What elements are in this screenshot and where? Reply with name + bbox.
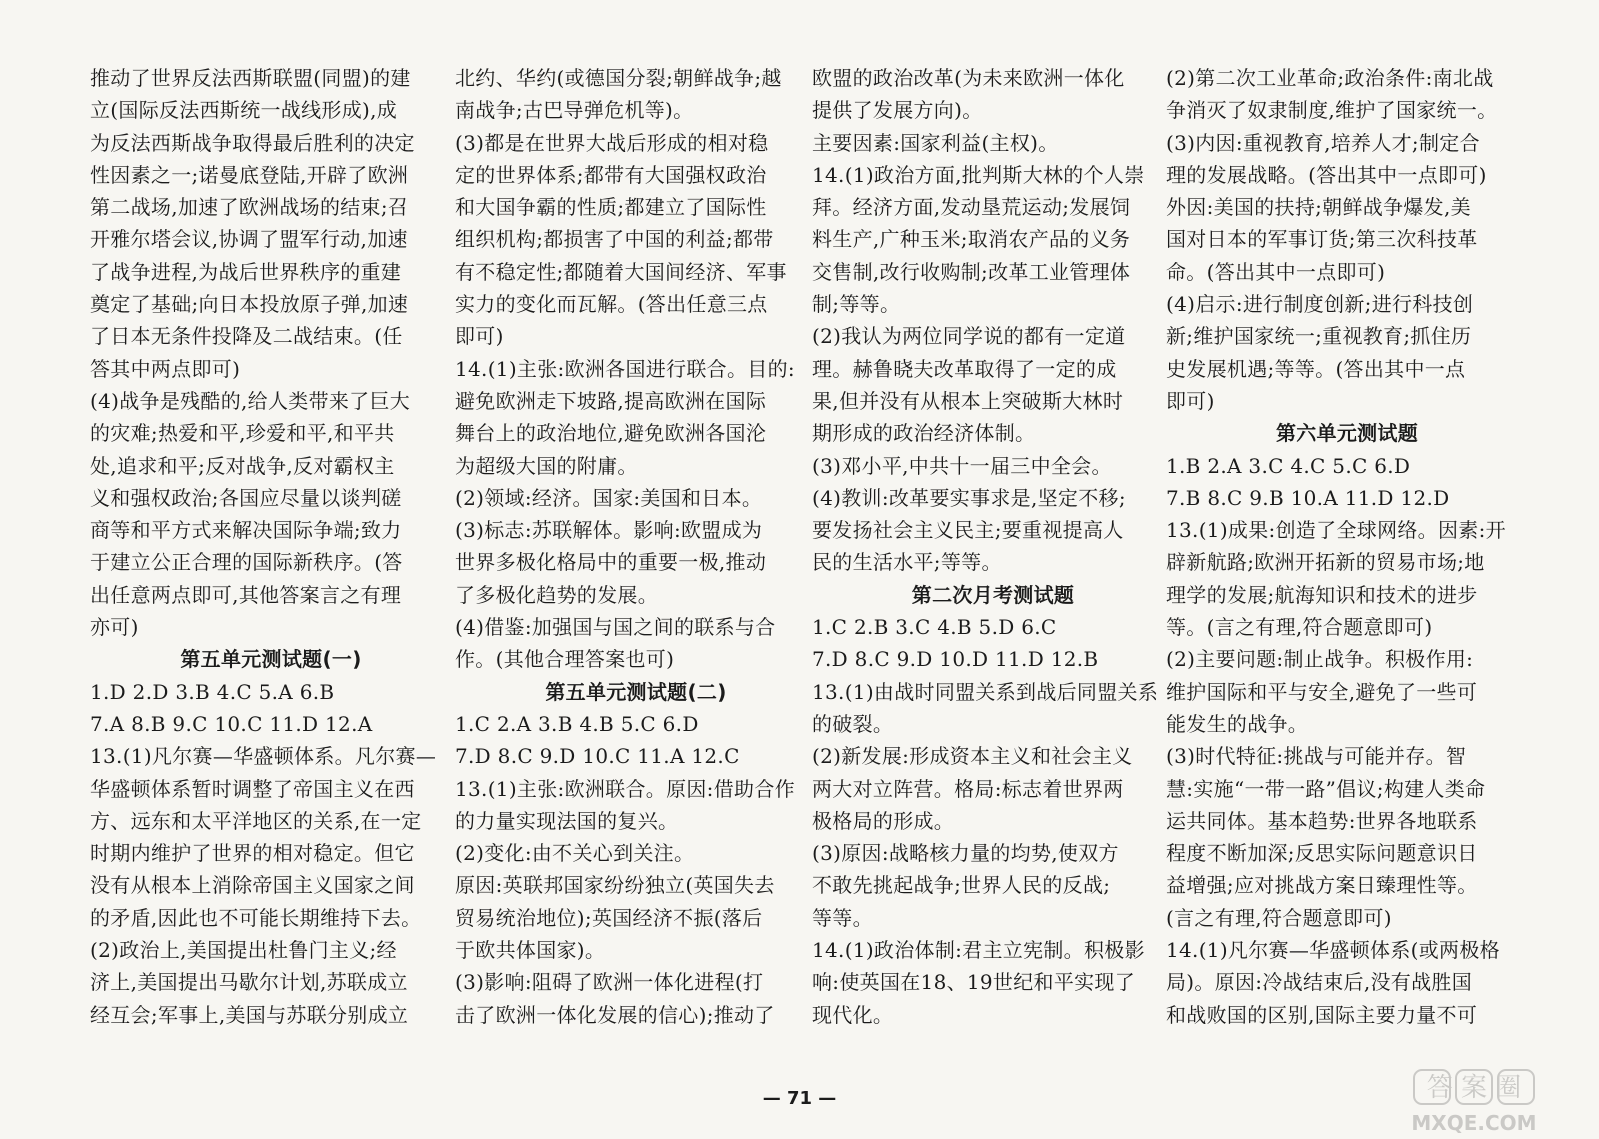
text-line: 有不稳定性;都随着大国间经济、军事: [455, 259, 787, 284]
text-line: 7.A 8.B 9.C 10.C 11.D 12.A: [90, 711, 373, 736]
text-line: 14.(1)凡尔赛—华盛顿体系(或两极格: [1166, 938, 1500, 963]
text-line: 于欧共体国家)。: [455, 938, 606, 963]
text-line: 方、远东和太平洋地区的关系,在一定: [90, 808, 422, 833]
text-line: 避免欧洲走下坡路,提高欧洲在国际: [455, 388, 767, 413]
text-line: 史发展机遇;等等。(答出其中一点: [1166, 356, 1466, 381]
text-line: (2)变化:由不关心到关注。: [455, 841, 695, 866]
text-line: 华盛顿体系暂时调整了帝国主义在西: [90, 776, 415, 801]
text-line: (言之有理,符合题意即可): [1166, 905, 1392, 930]
text-line: 不敢先挑起战争;世界人民的反战;: [812, 873, 1111, 898]
text-line: 14.(1)主张:欧洲各国进行联合。目的:: [455, 356, 795, 381]
page-number: — 71 —: [762, 1088, 837, 1109]
text-line: 国对日本的军事订货;第三次科技革: [1166, 227, 1478, 252]
section-heading: 第五单元测试题(一): [180, 647, 362, 672]
text-line: 期形成的政治经济体制。: [812, 421, 1036, 446]
text-line: 理的发展战略。(答出其中一点即可): [1166, 162, 1487, 187]
text-line: 制;等等。: [812, 292, 901, 317]
text-line: 实力的变化而瓦解。(答出任意三点: [455, 292, 768, 317]
text-line: 世界多极化格局中的重要一极,推动: [455, 550, 767, 575]
text-line: 了多极化趋势的发展。: [455, 582, 658, 607]
section-heading: 第五单元测试题(二): [545, 679, 727, 704]
text-line: 亦可): [90, 615, 139, 640]
text-line: 局)。原因:冷战结束后,没有战胜国: [1166, 970, 1472, 995]
text-line: 为反法西斯战争取得最后胜利的决定: [90, 130, 415, 155]
text-line: (4)教训:改革要实事求是,坚定不移;: [812, 485, 1126, 510]
watermark-logo: [1410, 1064, 1585, 1136]
text-line: 推动了世界反法西斯联盟(同盟)的建: [90, 66, 411, 90]
text-line: 原因:英联邦国家纷纷独立(英国失去: [455, 873, 775, 898]
text-line: 开雅尔塔会议,协调了盟军行动,加速: [90, 227, 408, 252]
text-line: 奠定了基础;向日本投放原子弹,加速: [90, 292, 409, 317]
text-line: 即可): [1166, 388, 1215, 413]
text-line: 商等和平方式来解决国际争端;致力: [90, 518, 402, 543]
text-line: 的破裂。: [812, 711, 894, 736]
text-line: 舞台上的政治地位,避免欧洲各国沦: [455, 421, 767, 446]
text-line: (3)内因:重视教育,培养人才;制定合: [1166, 130, 1480, 155]
text-line: 维护国际和平与安全,避免了一些可: [1166, 679, 1478, 704]
watermark-url: MXQE.COM: [1411, 1111, 1537, 1135]
text-line: 济上,美国提出马歇尔计划,苏联成立: [90, 970, 408, 995]
text-line: 没有从根本上消除帝国主义国家之间: [90, 873, 415, 898]
text-line: 命。(答出其中一点即可): [1166, 259, 1386, 284]
text-line: (3)影响:阻碍了欧洲一体化进程(打: [455, 970, 764, 995]
text-line: (2)第二次工业革命;政治条件:南北战: [1166, 66, 1494, 90]
text-line: (2)我认为两位同学说的都有一定道: [812, 324, 1126, 349]
text-line: 北约、华约(或德国分裂;朝鲜战争;越: [455, 66, 782, 90]
text-line: (3)时代特征:挑战与可能并存。智: [1166, 744, 1467, 769]
text-line: 了日本无条件投降及二战结束。(任: [90, 324, 403, 349]
text-line: 理。赫鲁晓夫改革取得了一定的成: [812, 356, 1117, 381]
text-line: 料生产,广种玉米;取消农产品的义务: [812, 227, 1131, 252]
text-line: 果,但并没有从根本上突破斯大林时: [812, 388, 1124, 413]
text-line: 和战败国的区别,国际主要力量不可: [1166, 1002, 1478, 1027]
text-line: 主要因素:国家利益(主权)。: [812, 130, 1059, 155]
text-line: 拜。经济方面,发动垦荒运动;发展饲: [812, 195, 1131, 220]
text-line: 现代化。: [812, 1002, 894, 1027]
text-line: 南战争;古巴导弹危机等)。: [455, 98, 694, 123]
text-line: 欧盟的政治改革(为未来欧洲一体化: [812, 66, 1125, 90]
text-line: 争消灭了奴隶制度,维护了国家统一。: [1166, 98, 1498, 123]
text-line: 性因素之一;诺曼底登陆,开辟了欧洲: [90, 162, 409, 187]
text-line: (2)主要问题:制止战争。积极作用:: [1166, 647, 1474, 672]
text-line: 理学的发展;航海知识和技术的进步: [1166, 582, 1478, 607]
text-line: 的灾难;热爱和平,珍爱和平,和平共: [90, 421, 395, 446]
text-line: 处,追求和平;反对战争,反对霸权主: [90, 453, 395, 478]
text-line: (4)战争是残酷的,给人类带来了巨大: [90, 388, 411, 413]
text-line: (4)启示:进行制度创新;进行科技创: [1166, 292, 1474, 317]
text-line: 立(国际反法西斯统一战线形成),成: [90, 98, 398, 123]
text-line: 经互会;军事上,美国与苏联分别成立: [90, 1002, 409, 1027]
text-line: 于建立公正合理的国际新秩序。(答: [90, 550, 403, 575]
section-heading: 第二次月考测试题: [911, 582, 1075, 607]
text-line: 民的生活水平;等等。: [812, 550, 1002, 575]
column-2: [455, 62, 817, 1031]
text-line: 等。(言之有理,符合题意即可): [1166, 615, 1433, 640]
text-line: 13.(1)主张:欧洲联合。原因:借助合作: [455, 776, 795, 801]
text-line: 13.(1)由战时同盟关系到战后同盟关系: [812, 679, 1159, 704]
text-line: 交售制,改行收购制;改革工业管理体: [812, 259, 1131, 284]
text-line: 了战争进程,为战后世界秩序的重建: [90, 259, 402, 284]
text-line: 出任意两点即可,其他答案言之有理: [90, 582, 402, 607]
text-line: 的矛盾,因此也不可能长期维持下去。: [90, 905, 422, 930]
text-line: 两大对立阵营。格局:标志着世界两: [812, 776, 1124, 801]
watermark-text: 答 案 圈: [1426, 1073, 1522, 1103]
text-line: (4)借鉴:加强国与国之间的联系与合: [455, 615, 776, 640]
text-line: 义和强权政治;各国应尽量以谈判磋: [90, 485, 402, 510]
text-line: 的力量实现法国的复兴。: [455, 808, 679, 833]
column-1: [90, 62, 452, 1031]
text-line: 7.B 8.C 9.B 10.A 11.D 12.D: [1166, 485, 1450, 510]
text-line: 组织机构;都损害了中国的利益;都带: [455, 227, 774, 252]
text-line: 外因:美国的扶持;朝鲜战争爆发,美: [1166, 195, 1471, 220]
text-line: 要发扬社会主义民主;要重视提高人: [812, 518, 1124, 543]
text-line: 击了欧洲一体化发展的信心);推动了: [455, 1002, 775, 1027]
text-line: (2)领域:经济。国家:美国和日本。: [455, 485, 763, 510]
text-line: 14.(1)政治方面,批判斯大林的个人崇: [812, 162, 1145, 187]
text-line: 14.(1)政治体制:君主立宪制。积极影: [812, 938, 1145, 963]
text-line: 极格局的形成。: [812, 808, 955, 833]
text-line: 益增强;应对挑战方案日臻理性等。: [1166, 873, 1478, 898]
text-line: 1.B 2.A 3.C 4.C 5.C 6.D: [1166, 453, 1411, 478]
section-heading: 第六单元测试题: [1275, 421, 1419, 446]
text-line: 提供了发展方向)。: [812, 98, 983, 123]
text-line: 慧:实施“一带一路”倡议;构建人类命: [1166, 776, 1486, 801]
text-line: 7.D 8.C 9.D 10.D 11.D 12.B: [812, 647, 1099, 672]
text-line: 贸易统治地位);英国经济不振(落后: [455, 905, 763, 930]
text-line: (2)政治上,美国提出杜鲁门主义;经: [90, 938, 397, 963]
column-4: [1166, 62, 1528, 1031]
text-line: (2)新发展:形成资本主义和社会主义: [812, 744, 1133, 769]
text-line: 答其中两点即可): [90, 356, 241, 381]
text-line: 13.(1)凡尔赛—华盛顿体系。凡尔赛—: [90, 744, 437, 769]
text-line: 1.D 2.D 3.B 4.C 5.A 6.B: [90, 679, 335, 704]
text-line: 定的世界体系;都带有大国强权政治: [455, 162, 767, 187]
text-line: 和大国争霸的性质;都建立了国际性: [455, 195, 767, 220]
text-line: 时期内维护了世界的相对稳定。但它: [90, 841, 415, 866]
text-line: 运共同体。基本趋势:世界各地联系: [1166, 808, 1478, 833]
text-line: 能发生的战争。: [1166, 711, 1309, 736]
text-line: 响:使英国在18、19世纪和平实现了: [812, 970, 1136, 995]
text-line: 1.C 2.B 3.C 4.B 5.D 6.C: [812, 615, 1057, 640]
text-line: 程度不断加深;反思实际问题意识日: [1166, 841, 1478, 866]
text-line: 等等。: [812, 905, 873, 930]
text-line: 1.C 2.A 3.B 4.B 5.C 6.D: [455, 711, 699, 736]
column-3: [812, 62, 1174, 1031]
text-line: (3)都是在世界大战后形成的相对稳: [455, 130, 769, 155]
text-line: 7.D 8.C 9.D 10.C 11.A 12.C: [455, 744, 740, 769]
text-line: 新;维护国家统一;重视教育;抓住历: [1166, 324, 1472, 349]
text-line: 作。(其他合理答案也可): [455, 647, 675, 672]
text-line: 第二战场,加速了欧洲战场的结束;召: [90, 195, 409, 220]
text-line: (3)原因:战略核力量的均势,使双方: [812, 841, 1119, 866]
text-line: 辟新航路;欧洲开拓新的贸易市场;地: [1166, 550, 1485, 575]
text-line: 即可): [455, 324, 504, 349]
text-line: 13.(1)成果:创造了全球网络。因素:开: [1166, 518, 1506, 543]
text-line: (3)邓小平,中共十一届三中全会。: [812, 453, 1112, 478]
text-line: (3)标志:苏联解体。影响:欧盟成为: [455, 518, 763, 543]
text-line: 为超级大国的附庸。: [455, 453, 638, 478]
